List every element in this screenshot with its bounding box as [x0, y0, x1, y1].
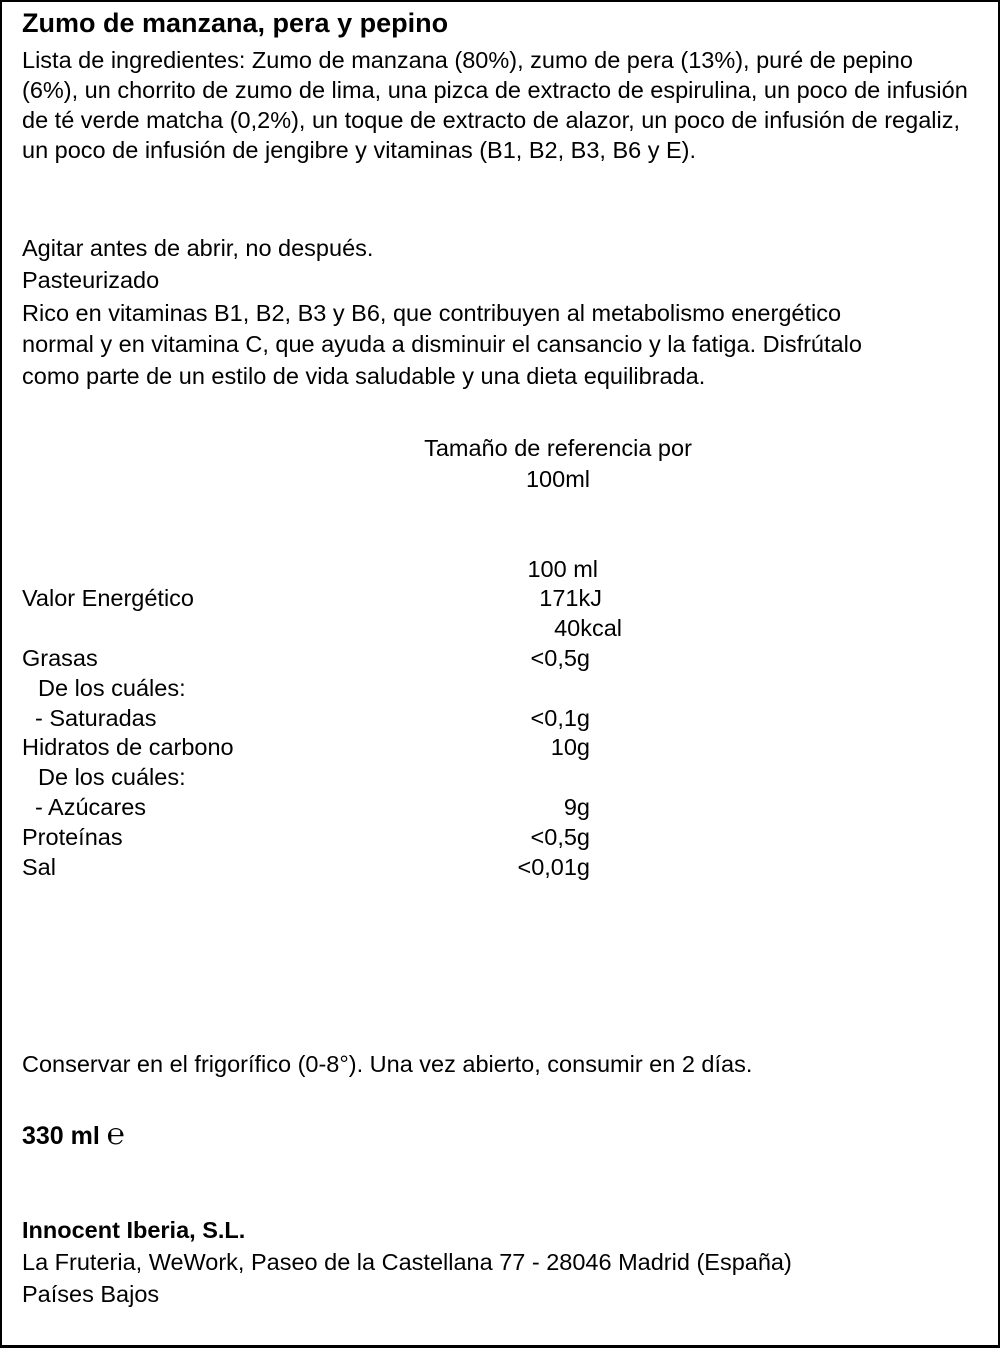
product-title: Zumo de manzana, pera y pepino: [22, 8, 449, 38]
claim-line-2: normal y en vitamina C, que ayuda a disminuir el cansancio y la fatiga. Disfrútalo: [22, 331, 862, 357]
salt-value: <0,01g: [517, 854, 590, 880]
reference-size-line-1: Tamaño de referencia por: [424, 435, 692, 461]
ingredients-list: Lista de ingredientes: Zumo de manzana (80%), zumo de pera (13%), puré de pepino (6%), un chorrito de zumo de lima, una pizca de extracto de espirulina, un poco de infusión de té verde matcha (0,2%), un toque de extracto de alazor, un poco de infusión de regaliz, un poco de infusión de jengibre y vitaminas (B1, B2, B3, B6 y E).: [22, 47, 968, 163]
company-name: Innocent Iberia, S.L.: [22, 1217, 246, 1243]
reference-size-line-2: 100ml: [525, 466, 590, 492]
company-country: Países Bajos: [22, 1281, 160, 1307]
shake-instruction: Agitar antes de abrir, no después.: [22, 235, 374, 261]
saturated-label: - Saturadas: [35, 705, 157, 731]
protein-label: Proteínas: [22, 824, 123, 850]
claim-line-3: como parte de un estilo de vida saludable y una dieta equilibrada.: [22, 363, 706, 389]
energy-kcal-value: 40kcal: [554, 615, 622, 641]
protein-value: <0,5g: [530, 824, 590, 850]
volume: [22, 1117, 125, 1152]
claim-line-1: Rico en vitaminas B1, B2, B3 y B6, que contribuyen al metabolismo energético: [22, 300, 842, 326]
carbs-label: Hidratos de carbono: [22, 734, 234, 760]
energy-label: Valor Energético: [22, 585, 194, 611]
fat-sub-header: De los cuáles:: [38, 675, 186, 701]
company-address: La Fruteria, WeWork, Paseo de la Castellana 77 - 28046 Madrid (España): [22, 1249, 792, 1275]
pasteurized-note: Pasteurizado: [22, 267, 160, 293]
storage-instruction: Conservar en el frigorífico (0-8°). Una vez abierto, consumir en 2 días.: [22, 1051, 753, 1077]
carbs-value: 10g: [550, 734, 590, 760]
column-header: 100 ml: [527, 556, 598, 582]
salt-label: Sal: [22, 854, 56, 880]
energy-kj-value: 171kJ: [539, 585, 602, 611]
saturated-value: <0,1g: [530, 705, 590, 731]
fat-value: <0,5g: [530, 645, 590, 671]
fat-label: Grasas: [22, 645, 98, 671]
carbs-sub-header: De los cuáles:: [38, 764, 186, 790]
sugars-value: 9g: [563, 794, 590, 820]
volume-value: 330 ml: [22, 1122, 100, 1150]
sugars-label: - Azúcares: [35, 794, 147, 820]
estimated-sign-icon: ℮: [106, 1117, 125, 1152]
